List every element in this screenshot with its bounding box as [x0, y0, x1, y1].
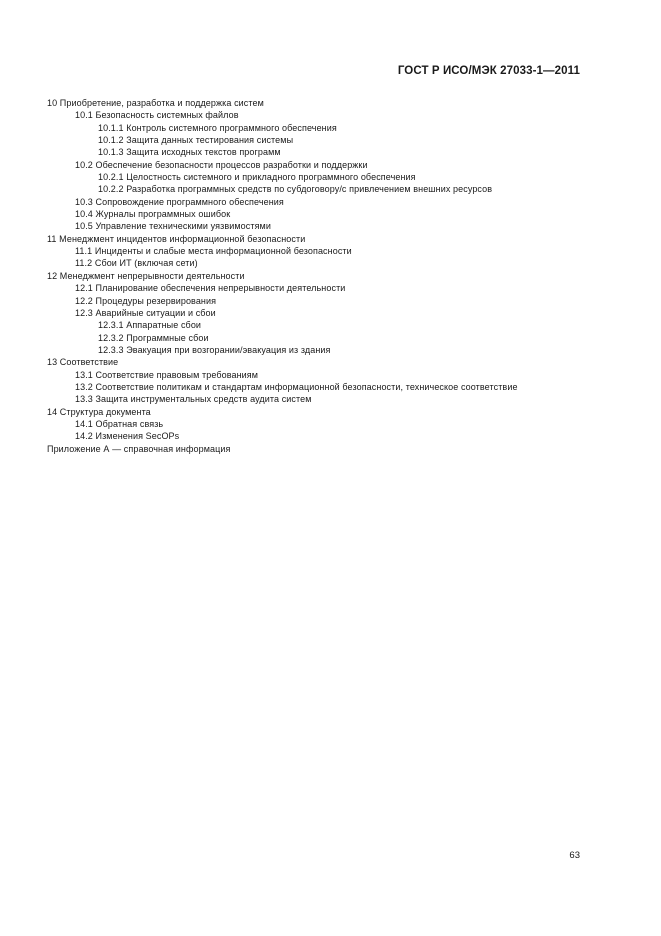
toc-entry: 10.1 Безопасность системных файлов: [75, 110, 239, 121]
toc-entry: Приложение А — справочная информация: [47, 443, 231, 454]
toc-entry: 10.2.2 Разработка программных средств по субдоговору/с привлечением внешних ресурсов: [98, 184, 493, 195]
toc-entry: 10.3 Сопровождение программного обеспечения: [75, 196, 284, 207]
toc-entry: 10.5 Управление техническими уязвимостями: [75, 221, 271, 232]
toc-entry: 11 Менеджмент инцидентов информационной безопасности: [47, 233, 306, 244]
toc-entry: 10.1.3 Защита исходных текстов программ: [98, 147, 281, 158]
toc-entry: 10 Приобретение, разработка и поддержка систем: [47, 98, 264, 108]
toc-entry: 13.1 Соответствие правовым требованиям: [75, 369, 259, 380]
toc-entry: 11.1 Инциденты и слабые места информационной безопасности: [75, 246, 352, 257]
page-number: 63: [569, 850, 580, 861]
toc-entry: 10.4 Журналы программных ошибок: [75, 209, 231, 220]
toc-entry: 12.3.1 Аппаратные сбои: [98, 320, 202, 331]
toc-entry: 12 Менеджмент непрерывности деятельности: [47, 270, 245, 281]
toc-entry: 12.1 Планирование обеспечения непрерывности деятельности: [75, 283, 346, 294]
toc-entry: 11.2 Сбои ИТ (включая сети): [75, 258, 198, 269]
toc-entry: 13 Соответствие: [47, 357, 119, 368]
toc-entry: 10.2 Обеспечение безопасности процессов разработки и поддержки: [75, 159, 368, 170]
toc-entry: 14.2 Изменения SecOPs: [75, 431, 180, 442]
toc-entry: 13.2 Соответствие политикам и стандартам информационной безопасности, техническое соответствие: [75, 381, 518, 392]
toc-entry: 12.3.2 Программные сбои: [98, 332, 209, 343]
toc-entry: 10.2.1 Целостность системного и прикладного программного обеспечения: [98, 172, 416, 183]
toc-entry: 12.2 Процедуры резервирования: [75, 295, 217, 306]
table-of-contents: [47, 97, 627, 455]
toc-entry: 13.3 Защита инструментальных средств аудита систем: [75, 394, 312, 405]
toc-entry: 12.3 Аварийные ситуации и сбои: [75, 307, 216, 318]
toc-entry: 10.1.1 Контроль системного программного обеспечения: [98, 122, 337, 133]
document-header: ГОСТ Р ИСО/МЭК 27033-1—2011: [397, 65, 580, 77]
toc-entry: 10.1.2 Защита данных тестирования системы: [98, 135, 294, 146]
toc-entry: 14.1 Обратная связь: [75, 418, 164, 429]
toc-entry: 12.3.3 Эвакуация при возгорании/эвакуация из здания: [98, 344, 331, 355]
toc-entry: 14 Структура документа: [47, 406, 151, 417]
